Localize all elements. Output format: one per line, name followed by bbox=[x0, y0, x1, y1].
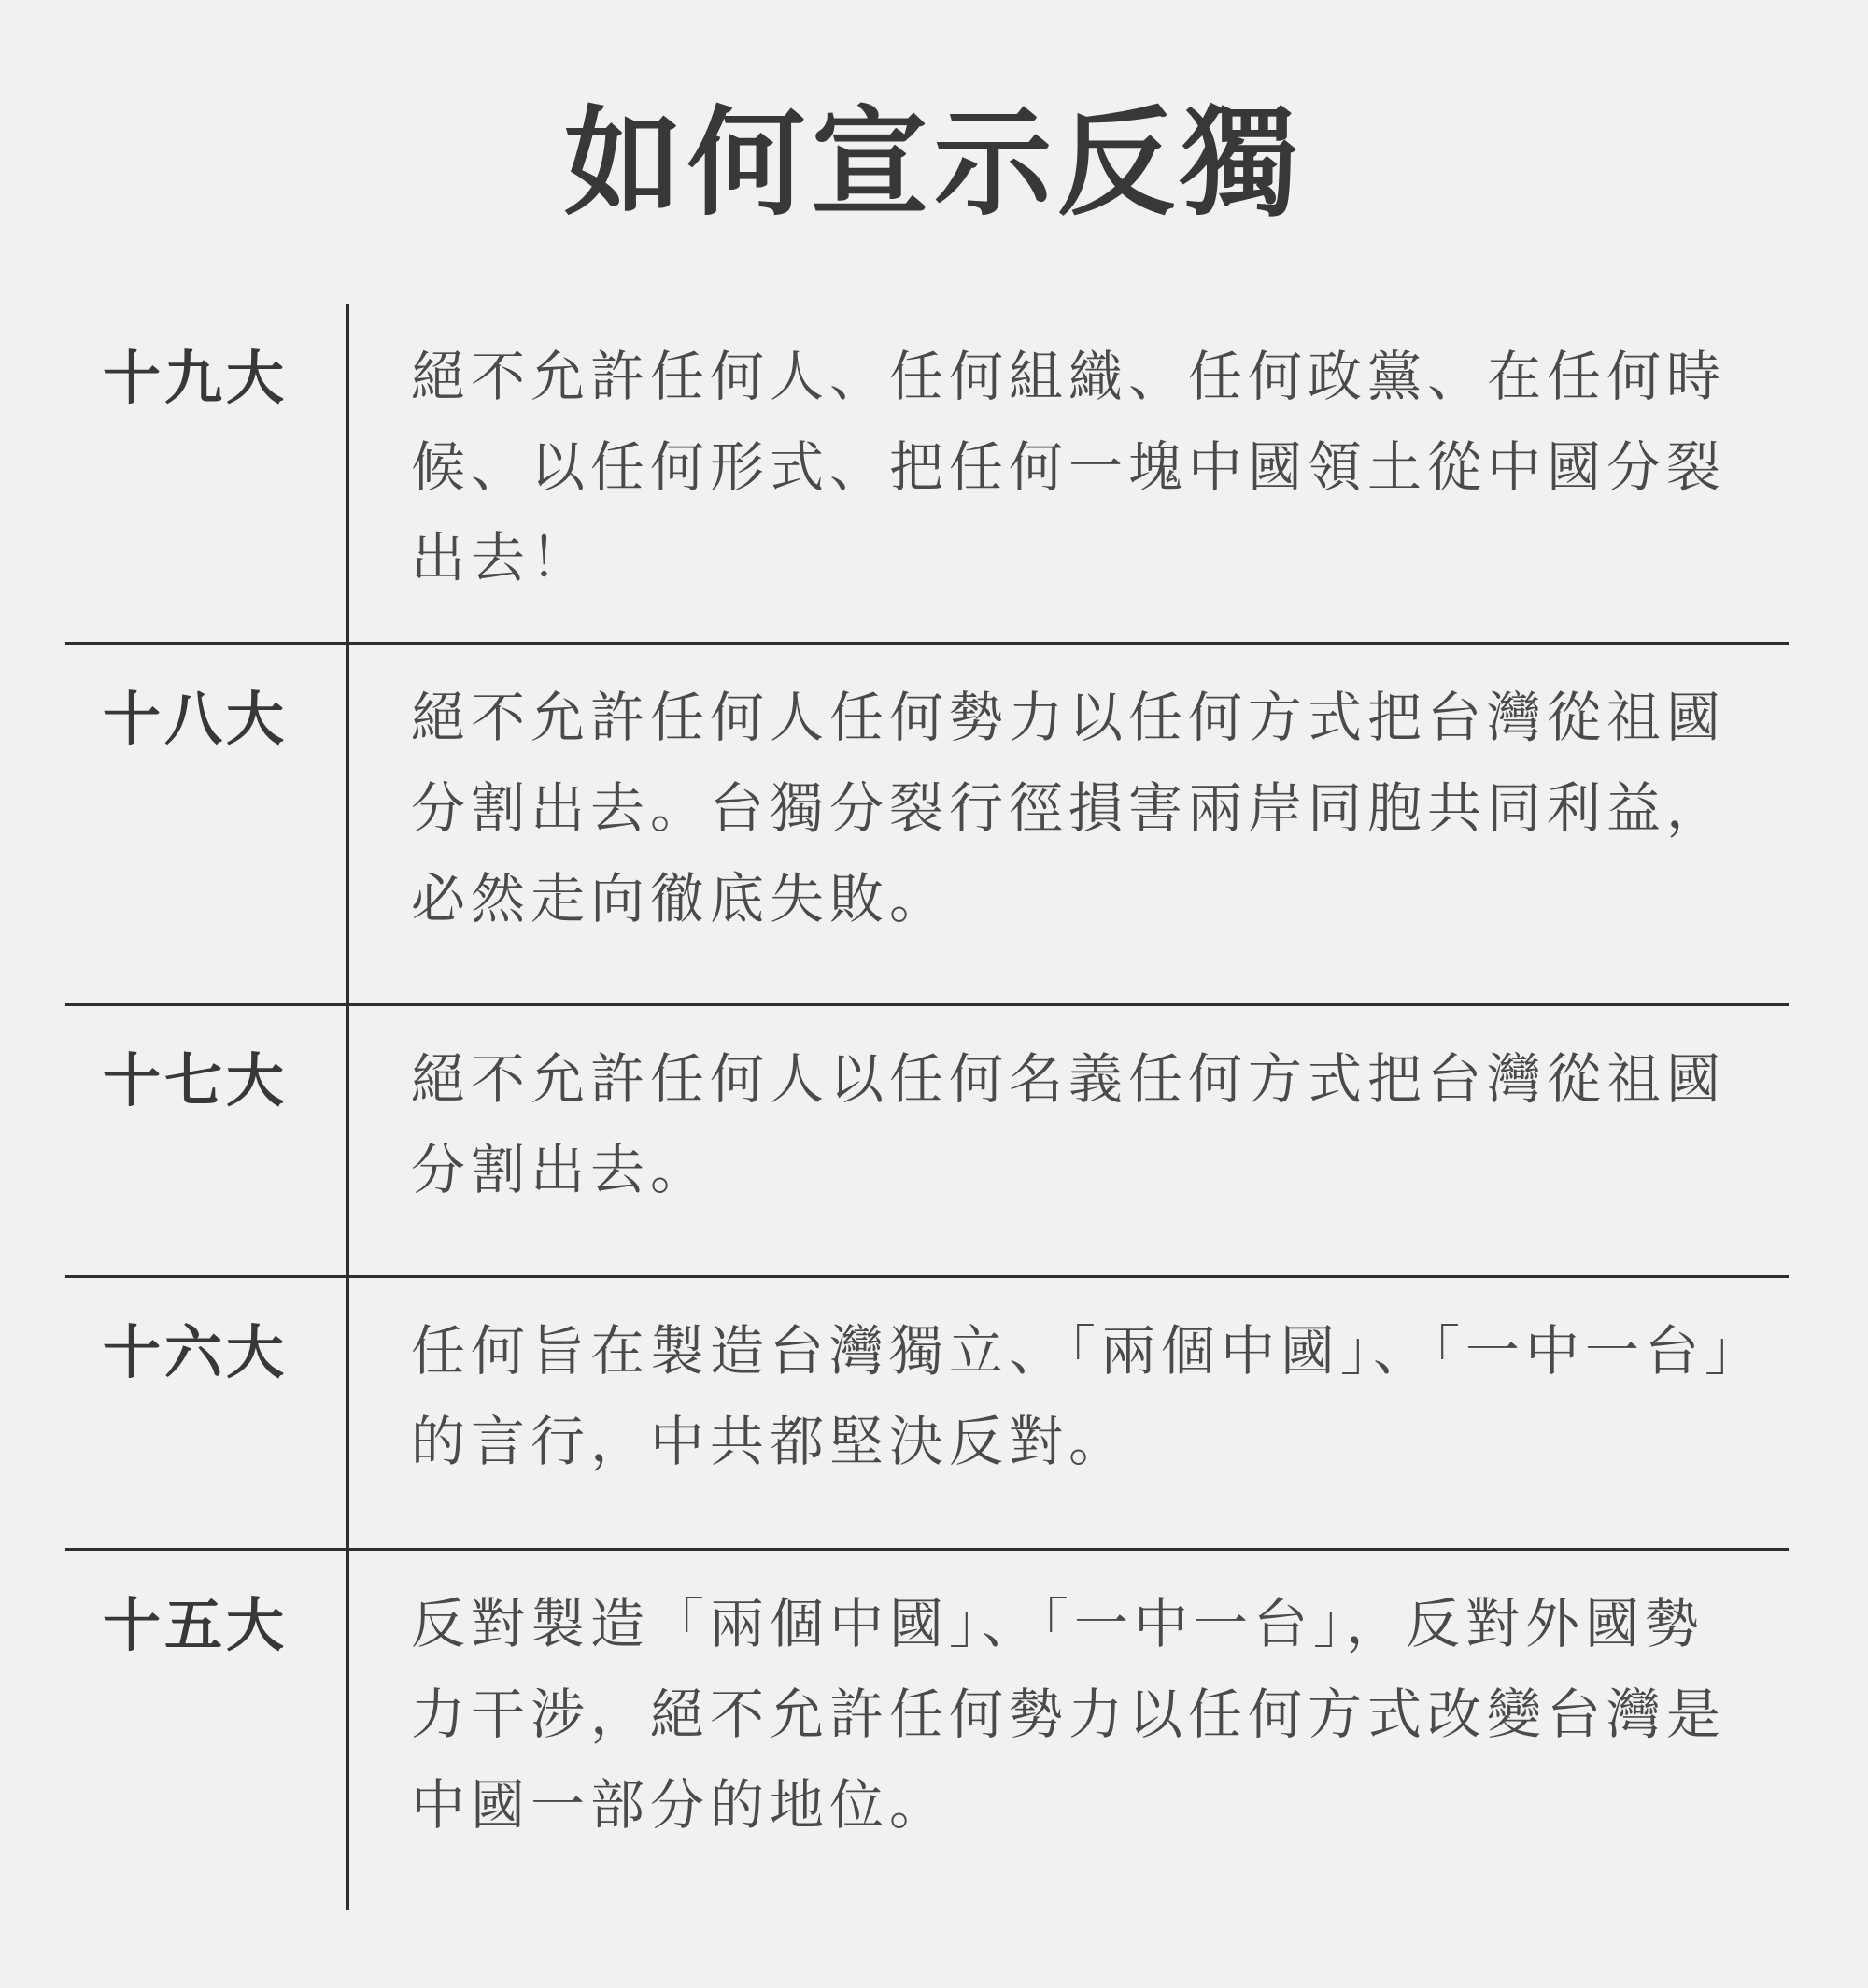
column-divider bbox=[346, 304, 349, 1910]
row-text: 絕不允許任何人、任何組織、任何政黨、在任何時候、以任何形式、把任何一塊中國領土從中國分裂出去！ bbox=[411, 345, 1727, 589]
row-text: 任何旨在製造台灣獨立、「兩個中國」、「一中一台」的言行，中共都堅決反對。 bbox=[411, 1319, 1738, 1473]
row-label: 十八大 bbox=[103, 685, 289, 753]
row-divider bbox=[65, 1275, 1789, 1278]
row-divider bbox=[65, 1003, 1789, 1006]
row-label: 十七大 bbox=[103, 1046, 289, 1115]
row-divider bbox=[65, 642, 1789, 645]
page-title: 如何宣示反獨 bbox=[564, 94, 1304, 232]
row-text: 絕不允許任何人以任何名義任何方式把台灣從祖國分割出去。 bbox=[411, 1047, 1727, 1201]
row-divider bbox=[65, 1548, 1789, 1551]
row-label: 十六大 bbox=[103, 1318, 289, 1386]
row-label: 十五大 bbox=[103, 1591, 289, 1659]
row-label: 十九大 bbox=[103, 344, 289, 412]
row-text: 絕不允許任何人任何勢力以任何方式把台灣從祖國分割出去。台獨分裂行徑損害兩岸同胞共同利益，必然走向徹底失敗。 bbox=[411, 686, 1727, 930]
row-text: 反對製造「兩個中國」、「一中一台」，反對外國勢力干涉，絕不允許任何勢力以任何方式改變台灣是中國一部分的地位。 bbox=[411, 1592, 1727, 1837]
